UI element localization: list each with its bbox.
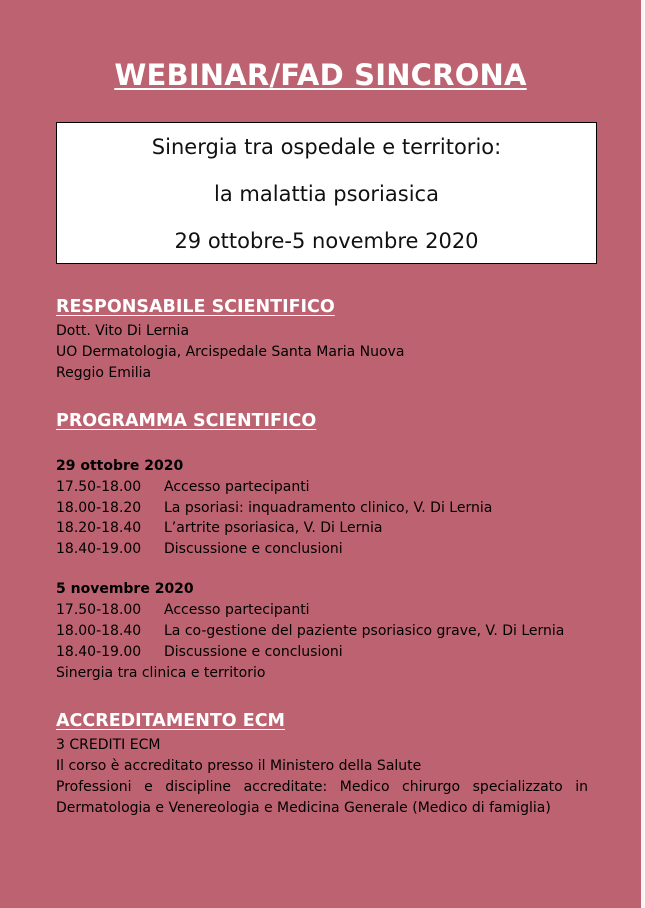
program-desc: La co-gestione del paziente psoriasico grave, V. Di Lernia [164, 623, 565, 639]
course-title-box [56, 122, 597, 264]
ecm-professions-line-1: Professioni e discipline accreditate: Medico chirurgo specializzato in [56, 779, 588, 795]
course-title-line-2: la malattia psoriasica [214, 182, 439, 206]
program-row [56, 520, 382, 536]
program-desc: L’artrite psoriasica, V. Di Lernia [164, 520, 383, 536]
course-dates: 29 ottobre-5 novembre 2020 [174, 229, 479, 253]
program-time: 17.50-18.00 [56, 602, 142, 618]
day1-date: 29 ottobre 2020 [56, 458, 184, 474]
program-time: 18.00-18.40 [56, 623, 142, 639]
ecm-credits: 3 CREDITI ECM [56, 737, 161, 753]
main-title: WEBINAR/FAD SINCRONA [114, 58, 527, 92]
course-title-line-1: Sinergia tra ospedale e territorio: [151, 135, 502, 159]
ecm-heading: ACCREDITAMENTO ECM [56, 711, 285, 731]
program-row [56, 644, 343, 660]
responsabile-name: Dott. Vito Di Lernia [56, 323, 190, 339]
responsabile-heading: RESPONSABILE SCIENTIFICO [56, 297, 335, 317]
ecm-professions-line-2: Dermatologia e Venereologia e Medicina Generale (Medico di famiglia) [56, 800, 551, 816]
program-time: 17.50-18.00 [56, 479, 142, 495]
program-time: 18.00-18.20 [56, 500, 142, 516]
day2-note: Sinergia tra clinica e territorio [56, 665, 266, 681]
program-desc: Accesso partecipanti [164, 602, 310, 618]
program-row [56, 602, 310, 618]
day2-date: 5 novembre 2020 [56, 581, 194, 597]
program-row [56, 479, 310, 495]
program-desc: La psoriasi: inquadramento clinico, V. Di Lernia [164, 500, 493, 516]
program-time: 18.40-19.00 [56, 541, 142, 557]
responsabile-unit: UO Dermatologia, Arcispedale Santa Maria Nuova [56, 344, 405, 360]
program-time: 18.40-19.00 [56, 644, 142, 660]
program-row [56, 623, 564, 639]
program-time: 18.20-18.40 [56, 520, 142, 536]
program-desc: Discussione e conclusioni [164, 541, 343, 557]
program-row [56, 500, 492, 516]
page-edge [641, 0, 645, 908]
program-row [56, 541, 343, 557]
programma-heading: PROGRAMMA SCIENTIFICO [56, 411, 317, 431]
ecm-accredited: Il corso è accreditato presso il Ministero della Salute [56, 758, 422, 774]
program-desc: Discussione e conclusioni [164, 644, 343, 660]
program-desc: Accesso partecipanti [164, 479, 310, 495]
responsabile-city: Reggio Emilia [56, 365, 152, 381]
